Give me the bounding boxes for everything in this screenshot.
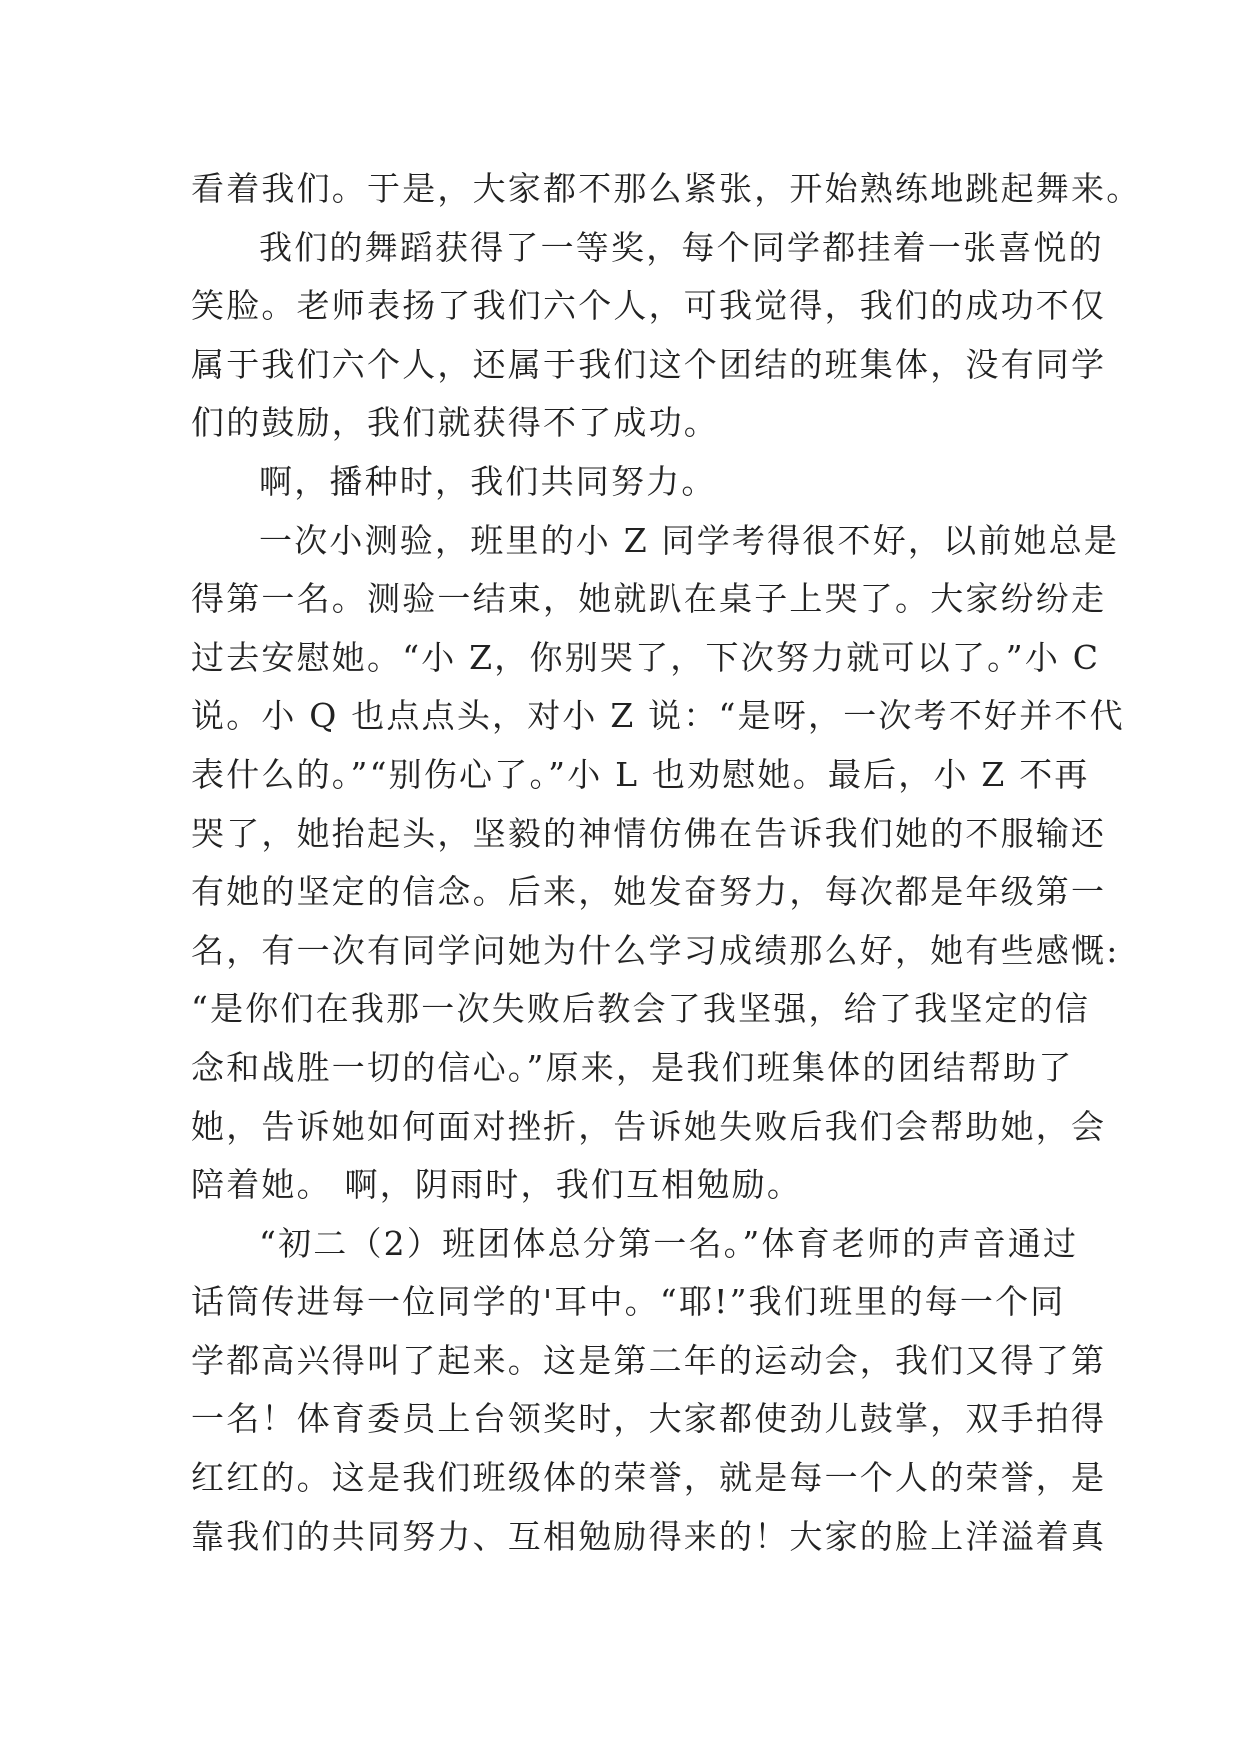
text-line: 有她的坚定的信念。后来，她发奋努力，每次都是年级第一: [191, 872, 1107, 912]
text-line: 念和战胜一切的信心。”原来，是我们班集体的团结帮助了: [191, 1047, 1074, 1087]
text-line: 名，有一次有同学问她为什么学习成绩那么好，她有些感慨:: [191, 930, 1120, 970]
text-line: 红红的。这是我们班级体的荣誉，就是每一个人的荣誉，是: [191, 1458, 1107, 1498]
text-line: 靠我们的共同努力、互相勉励得来的！大家的脸上洋溢着真: [191, 1516, 1107, 1556]
text-line: 看着我们。于是，大家都不那么紧张，开始熟练地跳起舞来。: [191, 169, 1142, 208]
text-line: 陪着她。 啊，阴雨时，我们互相勉励。: [191, 1165, 803, 1205]
text-line: 说。小 Q 也点点头，对小 Z 说：“是呀，一次考不好并不代: [191, 696, 1125, 736]
paragraph-first-line: 啊，播种时，我们共同努力。: [259, 461, 717, 501]
text-line: 笑脸。老师表扬了我们六个人，可我觉得，我们的成功不仅: [191, 286, 1107, 326]
body-text: [191, 160, 1142, 1566]
paragraph-first-line: 一次小测验，班里的小 Z 同学考得很不好，以前她总是: [259, 520, 1120, 560]
text-line: 学都高兴得叫了起来。这是第二年的运动会，我们又得了第: [191, 1340, 1107, 1380]
paragraph-first-line: 我们的舞蹈获得了一等奖，每个同学都挂着一张喜悦的: [259, 227, 1104, 267]
text-line: 表什么的。”“别伤心了。”小 L 也劝慰她。最后，小 Z 不再: [191, 754, 1090, 794]
text-line: 她，告诉她如何面对挫折，告诉她失败后我们会帮助她，会: [191, 1106, 1107, 1146]
text-line: 属于我们六个人，还属于我们这个团结的班集体，没有同学: [191, 344, 1107, 384]
text-line: 哭了，她抬起头，坚毅的神情仿佛在告诉我们她的不服输还: [191, 813, 1107, 853]
text-line: 话筒传进每一位同学的'耳中。“耶!”我们班里的每一个同: [191, 1282, 1066, 1322]
text-line: 过去安慰她。“小 Z，你别哭了，下次努力就可以了。”小 C: [191, 637, 1101, 677]
paragraph-first-line: “初二（2）班团体总分第一名。”体育老师的声音通过: [259, 1223, 1079, 1263]
text-line: “是你们在我那一次失败后教会了我坚强，给了我坚定的信: [191, 989, 1091, 1029]
text-line: 们的鼓励，我们就获得不了成功。: [191, 403, 719, 443]
text-line: 得第一名。测验一结束，她就趴在桌子上哭了。大家纷纷走: [191, 579, 1107, 619]
text-line: 一名！体育委员上台领奖时，大家都使劲儿鼓掌，双手拍得: [191, 1399, 1107, 1439]
